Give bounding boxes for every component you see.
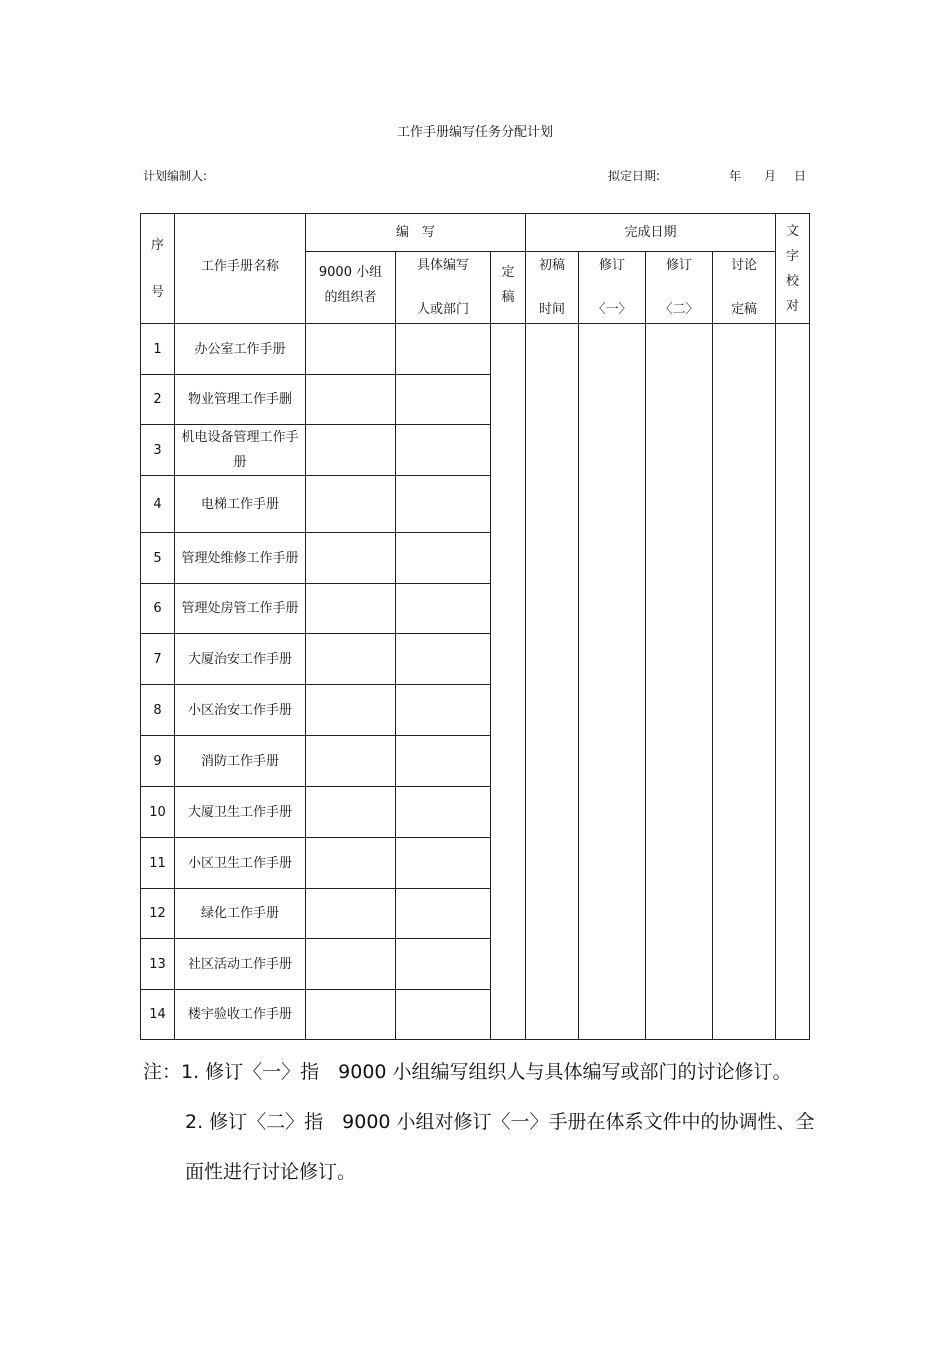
discussion-final-cell[interactable] (713, 324, 776, 1040)
manual-name: 电梯工作手册 (175, 476, 306, 533)
organizer-cell[interactable] (306, 736, 396, 787)
seq-header: 序 号 (141, 214, 175, 324)
row-number: 9 (141, 736, 175, 787)
note-1: 注：1. 修订〈一〉指 9000 小组编写组织人与具体编写或部门的讨论修订。 (143, 1061, 792, 1083)
revision-2-cell[interactable] (646, 324, 713, 1040)
row-number: 8 (141, 685, 175, 736)
organizer-cell[interactable] (306, 375, 396, 425)
organizer-cell[interactable] (306, 685, 396, 736)
table-row (141, 324, 810, 375)
row-number: 3 (141, 425, 175, 476)
writer-cell[interactable] (396, 787, 491, 838)
month-label: 月 (764, 169, 777, 183)
first-draft-header: 初稿 时间 (526, 252, 579, 324)
row-number: 12 (141, 889, 175, 939)
row-number: 10 (141, 787, 175, 838)
task-plan-table (140, 213, 810, 1040)
note-2: 2. 修订〈二〉指 9000 小组对修订〈一〉手册在体系文件中的协调性、全面性进行讨论修订。 (185, 1111, 815, 1183)
revision-1-header: 修订 〈一〉 (579, 252, 646, 324)
organizer-cell[interactable] (306, 584, 396, 634)
manual-name: 物业管理工作手删 (175, 375, 306, 425)
proofread-cell[interactable] (776, 324, 810, 1040)
manual-name: 消防工作手册 (175, 736, 306, 787)
manual-name: 管理处房管工作手册 (175, 584, 306, 634)
final-header: 定 稿 (491, 252, 526, 324)
organizer-cell[interactable] (306, 634, 396, 685)
writer-header: 具体编写 人或部门 (396, 252, 491, 324)
planner-label: 计划编制人: (143, 169, 208, 183)
revision-1-cell[interactable] (579, 324, 646, 1040)
row-number: 5 (141, 533, 175, 584)
final-cell[interactable] (491, 324, 526, 1040)
organizer-header: 9000 小组 的组织者 (306, 252, 396, 324)
writer-cell[interactable] (396, 634, 491, 685)
manual-name: 小区卫生工作手册 (175, 838, 306, 889)
writer-cell[interactable] (396, 324, 491, 375)
manual-name: 机电设备管理工作手册 (175, 425, 306, 476)
row-number: 13 (141, 939, 175, 990)
first-draft-cell[interactable] (526, 324, 579, 1040)
writer-cell[interactable] (396, 939, 491, 990)
writer-cell[interactable] (396, 838, 491, 889)
writer-cell[interactable] (396, 584, 491, 634)
writer-cell[interactable] (396, 375, 491, 425)
writer-cell[interactable] (396, 889, 491, 939)
writer-cell[interactable] (396, 990, 491, 1040)
revision-2-header: 修订 〈二〉 (646, 252, 713, 324)
day-label: 日 (794, 169, 807, 183)
row-number: 7 (141, 634, 175, 685)
organizer-cell[interactable] (306, 889, 396, 939)
writer-cell[interactable] (396, 476, 491, 533)
writer-cell[interactable] (396, 533, 491, 584)
row-number: 6 (141, 584, 175, 634)
page-title: 工作手册编写任务分配计划 (396, 125, 553, 140)
manual-name: 大厦卫生工作手册 (175, 787, 306, 838)
writer-cell[interactable] (396, 736, 491, 787)
organizer-cell[interactable] (306, 787, 396, 838)
row-number: 4 (141, 476, 175, 533)
row-number: 11 (141, 838, 175, 889)
manual-name: 小区治安工作手册 (175, 685, 306, 736)
manual-name: 楼宇验收工作手册 (175, 990, 306, 1040)
notes (143, 1047, 823, 1197)
manual-name: 办公室工作手册 (175, 324, 306, 375)
row-number: 2 (141, 375, 175, 425)
writer-cell[interactable] (396, 425, 491, 476)
organizer-cell[interactable] (306, 990, 396, 1040)
organizer-cell[interactable] (306, 939, 396, 990)
proofread-header: 文 字 校 对 (776, 214, 810, 324)
writer-cell[interactable] (396, 685, 491, 736)
manual-name: 管理处维修工作手册 (175, 533, 306, 584)
organizer-cell[interactable] (306, 476, 396, 533)
completion-date-header: 完成日期 (526, 214, 776, 252)
manual-name: 绿化工作手册 (175, 889, 306, 939)
organizer-cell[interactable] (306, 533, 396, 584)
organizer-cell[interactable] (306, 425, 396, 476)
row-number: 1 (141, 324, 175, 375)
manual-name: 社区活动工作手册 (175, 939, 306, 990)
organizer-cell[interactable] (306, 324, 396, 375)
manual-name-header: 工作手册名称 (175, 214, 306, 324)
date-label: 拟定日期: (608, 169, 661, 183)
manual-name: 大厦治安工作手册 (175, 634, 306, 685)
organizer-cell[interactable] (306, 838, 396, 889)
writing-header: 编 写 (306, 214, 526, 252)
discussion-final-header: 讨论 定稿 (713, 252, 776, 324)
year-label: 年 (729, 169, 742, 183)
row-number: 14 (141, 990, 175, 1040)
